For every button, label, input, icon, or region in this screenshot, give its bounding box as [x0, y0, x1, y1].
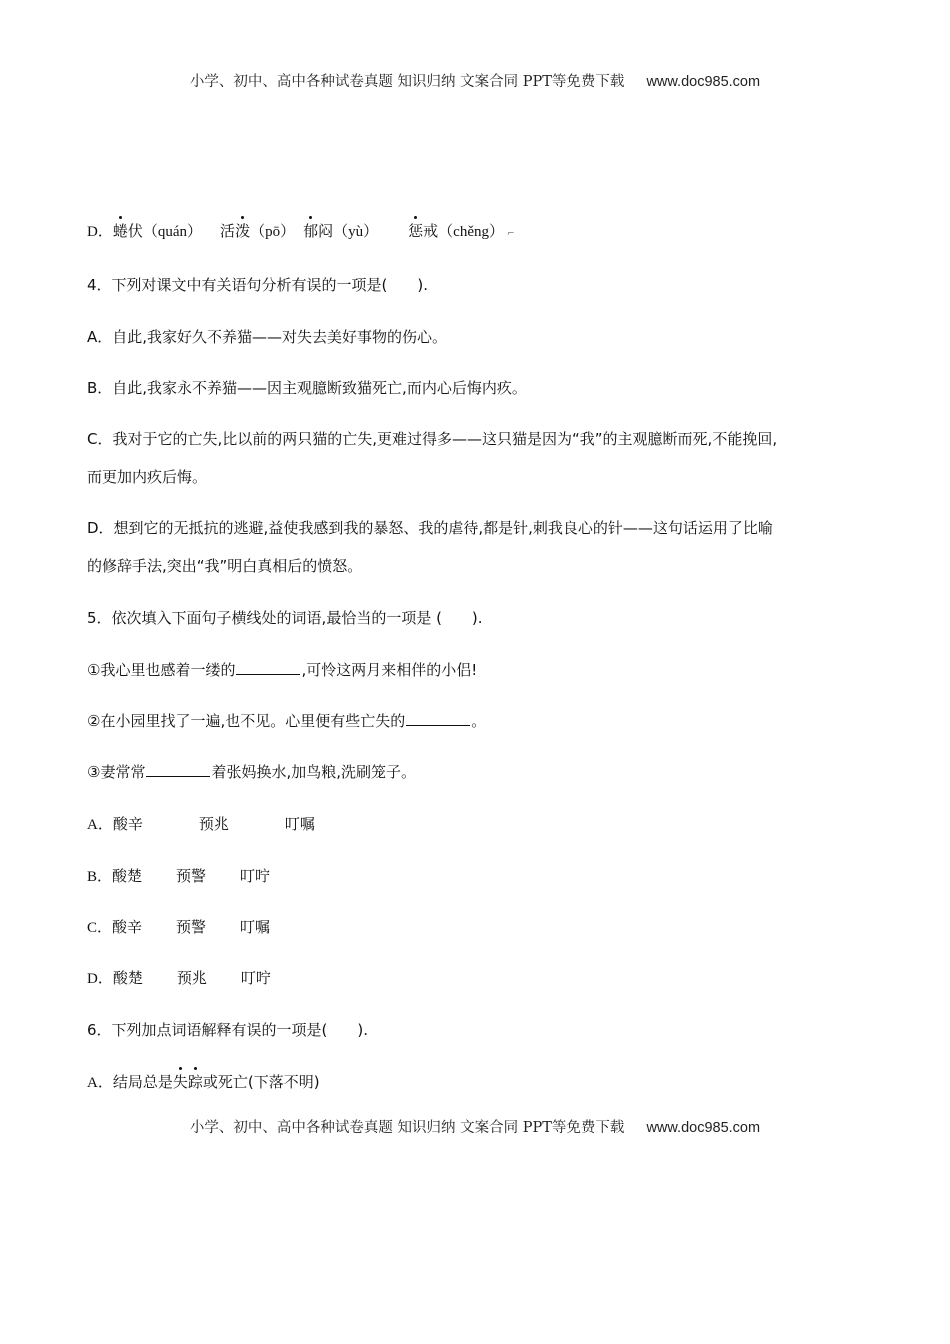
pinyin: （chěng）	[438, 224, 504, 240]
word-part: 活	[220, 222, 236, 240]
q4-option-c-line1: C．我对于它的亡失,比以前的两只猫的亡失,更难过得多——这只猫是因为“我”的主观臆断而死,不能挽回,	[87, 430, 778, 448]
option-label: A．	[87, 817, 113, 833]
option-label: D．	[87, 971, 113, 987]
q4-option-b: B．自此,我家永不养猫——因主观臆断致猫死亡,而内心后悔内疚。	[87, 379, 527, 397]
option-word: 预兆	[198, 815, 229, 833]
q4-option-a: A．自此,我家好久不养猫——对失去美好事物的伤心。	[87, 328, 448, 346]
sentence-text: ②在小园里找了一遍,也不见。心里便有些亡失的	[87, 712, 406, 730]
option-label: C．	[87, 920, 113, 936]
q5-stem: 5．依次填入下面句子横线处的词语,最恰当的一项是 ( ).	[87, 609, 483, 627]
sentence-text: 。	[471, 712, 487, 730]
sentence-text: 结局总是	[112, 1073, 173, 1091]
q5-sentence-1	[87, 660, 477, 680]
q5-option-d	[87, 968, 271, 989]
q4-option-d-line1: D．想到它的无抵抗的逃避,益使我感到我的暴怒、我的虐待,都是针,刺我良心的针——这句话运用了比喻	[87, 519, 773, 537]
page-footer	[0, 1116, 950, 1137]
pinyin: （pō）	[250, 224, 296, 240]
q4-option-d-line2: 的修辞手法,突出“我”明白真相后的愤怒。	[87, 557, 363, 575]
word-part: 伏	[127, 222, 143, 240]
page-header	[0, 70, 950, 91]
dotted-char: 踪	[187, 1073, 203, 1091]
q3-option-d: D．蜷伏（quán） 活泼（pō） 郁闷（yù） 惩戒（chěng） ⌐	[87, 222, 515, 240]
q6-option-a	[87, 1072, 320, 1093]
pinyin: （yù）	[333, 224, 379, 240]
header-url[interactable]: www.doc985.com	[646, 74, 761, 90]
q5-sentence-2	[87, 711, 486, 731]
option-word: 叮嘱	[284, 815, 315, 833]
option-word: 酸辛	[112, 815, 143, 833]
footer-text: 小学、初中、高中各种试卷真题 知识归纳 文案合同 PPT等免费下载	[189, 1120, 625, 1136]
sentence-text: ,可怜这两月来相伴的小侣!	[301, 661, 478, 679]
fill-blank	[406, 711, 470, 726]
dotted-char: 郁	[303, 222, 319, 240]
option-label: A．	[87, 1075, 113, 1091]
fill-blank	[236, 660, 300, 675]
q4-stem: 4．下列对课文中有关语句分析有误的一项是( ).	[87, 276, 429, 294]
footer-url[interactable]: www.doc985.com	[646, 1120, 761, 1136]
dotted-char: 蜷	[112, 222, 128, 240]
sentence-text: ③妻常常	[87, 763, 146, 781]
sentence-text: 着张妈换水,加鸟粮,洗刷笼子。	[211, 763, 416, 781]
dotted-char: 失	[172, 1073, 188, 1091]
fill-blank	[146, 762, 210, 777]
word-part: 戒	[423, 222, 439, 240]
option-word: 酸辛	[112, 918, 143, 936]
q5-sentence-3	[87, 762, 416, 782]
option-word: 酸楚	[112, 867, 143, 885]
dotted-char: 惩	[408, 222, 424, 240]
q4-option-c-line2: 而更加内疚后悔。	[87, 468, 208, 486]
option-word: 叮嘱	[240, 918, 271, 936]
dotted-char: 泼	[235, 222, 251, 240]
option-label: D．	[87, 224, 113, 240]
q5-option-c	[87, 917, 270, 938]
sentence-text: 或死亡(下落不明)	[202, 1073, 320, 1091]
sentence-text: ①我心里也感着一缕的	[87, 661, 236, 679]
option-word: 叮咛	[240, 969, 271, 987]
option-word: 叮咛	[240, 867, 271, 885]
q6-stem: 6．下列加点词语解释有误的一项是( ).	[87, 1021, 369, 1039]
header-text: 小学、初中、高中各种试卷真题 知识归纳 文案合同 PPT等免费下载	[189, 74, 625, 90]
option-word: 预兆	[176, 969, 207, 987]
word-part: 闷	[318, 222, 334, 240]
q5-option-a	[87, 814, 315, 835]
option-label: B．	[87, 869, 113, 885]
pinyin: （quán）	[142, 224, 203, 240]
option-word: 预警	[176, 867, 207, 885]
option-word: 预警	[176, 918, 207, 936]
option-word: 酸楚	[112, 969, 143, 987]
q5-option-b	[87, 866, 270, 887]
